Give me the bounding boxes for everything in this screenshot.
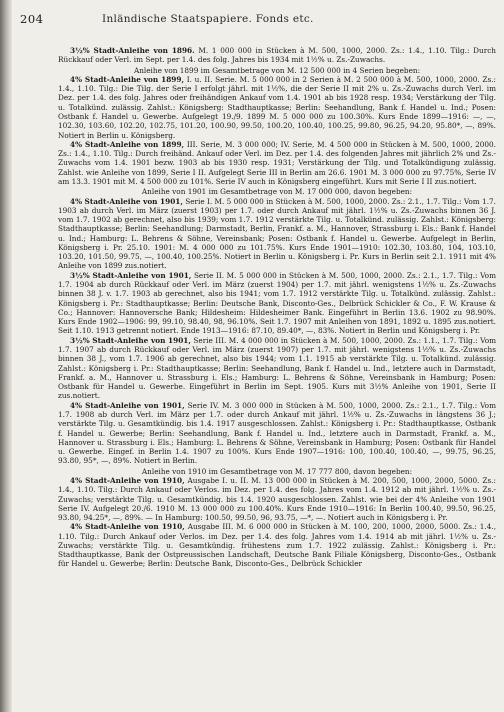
bond-entry-text: III. Serie, M. 3 000 000; IV. Serie, M. 4 500 000 in Stücken à M. 500, 1000, 2000. Zs.: 1.4., 1.10. Tilg.: Durch freihänd. Ankauf oder Verl. im Dez. per 1.4. des folgenden Jahres mit jährlich 2% und Zs.-Zuwachs vom 1.4. 1901 bezw. 1903 ab bis 1930 resp. 1931; Verstärkung der Tilg. und Totalkündigung zulässig. Zahlst. wie Anleihe von 1899, Serie I II. Aufgelegt Serie III in Berlin am 26.6. 1901 M. 3 000 000 zu 97.75%, Serie IV am 13.3. 1901 mit M. 4 500 000 zu 101%. Serie IV auch in Königsberg eingeführt. Kurs mit Serie I II zus.notiert. <box>58 139 496 186</box>
bond-entry <box>58 336 496 401</box>
bond-entry-text: Ausgabe III. M. 6 000 000 in Stücken à M. 100, 200, 1000, 2000, 5000. Zs.: 1.4., 1.10. Tilg.: Durch Ankauf oder Verlos. im Dez. per 1.4. des folg. Jahres vom 1.4. 1914 ab mit jährl. 1½% u. Zs.-Zuwachs; verstärkte Tilg. u. Gesamtkündig. frühestens zum 1.7. 1922 zulässig. Zahlst.: Königsberg i. Pr.: Stadthauptkasse, Bank der Ostpreussischen Landschaft, Deutsche Bank Filiale Königsberg, Disconto-Ges., Ostbank für Handel u. Gewerbe; Berlin: Deutsche Bank, Disconto-Ges., Delbrück Schickler <box>58 522 496 569</box>
bond-entry-title: 4% Stadt-Anleihe von 1899, <box>70 139 185 149</box>
bond-entry <box>58 140 496 186</box>
page-header <box>16 12 484 28</box>
issue-heading <box>58 187 496 196</box>
bond-entry-text: M. 1 000 000 in Stücken à M. 500, 1000, 2000. Zs.: 1.4., 1.10. Tilg.: Durch Rückkauf oder Verl. im Sept. per 1.4. des folg. Jahres bis 1934 mit 1½% u. Zs.-Zuwachs. <box>58 46 496 65</box>
bond-entry-text: I. u. II. Serie. M. 5 000 000 in 2 Serien à M. 2 500 000 à M. 500, 1000, 2000. Zs.: 1.4., 1.10. Tilg.: Die Tilg. der Serie I erfolgt jährl. mit 1½%, die der Serie II mit 2% u. Zs.-Zuwachs durch Verl. im Dez. per 1.4. des folg. Jahres oder freihändigen Ankauf vom 1.4. 1901 ab bis 1928 resp. 1934; Verstärkung der Tilg. u. Totalkünd. zulässig. Zahlst.: Königsberg: Stadthauptkasse; Berlin: Seehandlung, Bank f. Handel u. Ind.; Posen: Ostbank f. Handel u. Gewerbe. Aufgelegt 19./9. 1899 M. 5 000 000 zu 100.30%. Kurs Ende 1899—1916: —, —, 102.30, 103.60, 102.20, 102.75, 101.20, 100.90, 99.50, 100.20, 100.40, 100.25, 99.80, 96.25, 94.20, 95.80*, —, 89%. Notiert in Berlin u. Königsberg. <box>58 74 496 140</box>
bond-entry <box>58 476 496 522</box>
bond-entry-title: 4% Stadt-Anleihe von 1901, <box>70 400 185 410</box>
bond-entry <box>58 75 496 140</box>
bond-entry <box>58 401 496 466</box>
bond-entry <box>58 271 496 336</box>
document-body <box>58 46 496 706</box>
bond-entry-text: Ausgabe I. u. II. M. 13 000 000 in Stücken à M. 200, 500, 1000, 2000, 5000. Zs.: 1.4., 1.10. Tilg.: Durch Ankauf oder Verlos. im Dez. per 1.4. des folg. Jahres vom 1.4. 1912 ab mit jährl. 1½% u. Zs.-Zuwachs; verstärkte Tilg. u. Gesamtkündig. bis 1.4. 1920 ausgeschlossen. Zahlst. wie bei der 4% Anleihe von 1901 Serie IV. Aufgelegt 20./6. 1910 M. 13 000 000 zu 100.40%. Kurs Ende 1910—1916: In Berlin 100.40, 99.50, 96.25, 93.80, 94.25*, —, 89%. — In Hamburg: 100.50, 99.50, 96, 93.75, —*, —. Notiert auch in Königsberg i. Pr. <box>58 475 496 523</box>
bond-entry-text: Serie II. M. 5 000 000 in Stücken à M. 500, 1000, 2000. Zs.: 2.1., 1.7. Tilg.: Vom 1.7. 1904 ab durch Rückkauf oder Verl. im März (zuerst 1904) per 1.7. mit jährl. wenigstens 1½% u. Zs.-Zuwachs binnen 38 J. v. 1.7. 1903 ab gerechnet, also bis 1941; vom 1.7. 1912 verstärkte Tilg. u. Totalkünd. zulässig. Zahlst.: Königsberg i. Pr.: Stadthauptkasse; Berlin: Deutsche Bank, Disconto-Ges., Delbrück Schickler & Co., F. W. Krause & Co.; Hannover: Hannoversche Bank; Hildesheim: Hildesheimer Bank. Eingeführt in Berlin 13.6. 1902 zu 98.90%. Kurs Ende 1902—1906: 99, 99.10, 98.40, 98, 96.10%. Seit 1.7. 1907 mit Anleihen von 1891, 1892 u. 1895 zus.notiert. Seit 1.10. 1913 getrennt notiert. Ende 1913—1916: 87.10, 89.40*, —, 83%. Notiert in Berlin und Königsberg i. Pr. <box>58 270 496 336</box>
issue-heading <box>58 467 496 476</box>
bond-entry-title: 3½% Stadt-Anleihe von 1901, <box>70 335 191 345</box>
bond-entry <box>58 197 496 271</box>
issue-heading <box>58 66 496 75</box>
book-gutter-shadow <box>0 0 12 712</box>
bond-entry-title: 3½% Stadt-Anleihe von 1896. <box>70 46 195 55</box>
bond-entry-text: Serie I. M. 5 000 000 in Stücken à M. 500, 1000, 2000. Zs.: 2.1., 1.7. Tilg.: Vom 1.7. 1903 ab durch Verl. im März (zuerst 1903) per 1.7. oder durch Ankauf mit jährl. 1½% u. Zs.-Zuwachs binnen 36 J. vom 1.7. 1902 ab gerechnet, also bis 1939; vom 1.7. 1912 verstärkte Tilg. u. Totalkünd. zulässig. Zahlst.: Königsberg: Stadthauptkasse; Berlin: Seehandlung; Darmstadt, Berlin, Frankf. a. M., Hannover, Strassburg i. Els.: Bank f. Handel u. Ind.; Hamburg: L. Behrens & Söhne, Vereinsbank; Posen: Ostbank f. Handel u. Gewerbe. Aufgelegt in Berlin, Königsberg i. Pr. 25.10. 1901: M. 4 000 000 zu 101.75%. Kurs Ende 1901—1910: 102.30, 103.80, 104, 103.10, 103.20, 101.50, 99.75, —, 100.40, 100.25%. Notiert in Berlin u. Königsberg i. Pr. Kurs in Berlin seit 2.1. 1911 mit 4% Anleihe von 1899 zus.notiert. <box>58 196 496 271</box>
bond-entry-text: Serie IV. M. 3 000 000 in Stücken à M. 500, 1000, 2000. Zs.: 2.1., 1.7. Tilg.: Vom 1.7. 1908 ab durch Verl. im März per 1.7. oder durch Ankauf mit jährl. 1½% u. Zs.-Zuwachs in längstens 36 J.; verstärkte Tilg. u. Gesamtkündig. bis 1.4. 1917 ausgeschlossen. Zahlst.: Königsberg i. Pr.: Stadthauptkasse, Ostbank f. Handel u. Gewerbe; Berlin: Seehandlung, Bank f. Handel u. Ind., letztere auch in Darmstadt, Frankf. a. M., Hannover u. Strassburg i. Els.; Hamburg: L. Behrens & Söhne, Vereinsbank in Hamburg; Posen: Ostbank für Handel u. Gewerbe. Eingef. in Berlin 1.4. 1907 zu 100%. Kurs Ende 1907—1916: 100, 100.40, 100.40, —, 99.75, 96.25, 93.80, 95*, —, 89%. Notiert in Berlin. <box>58 400 496 466</box>
running-title: Inländische Staatspapiere. Fonds etc. <box>102 13 314 25</box>
bond-entry-text: Serie III. M. 4 000 000 in Stücken à M. 500, 1000, 2000. Zs.: 1.1., 1.7. Tilg.: Vom 1.7. 1907 ab durch Rückkauf oder Verl. im März (zuerst 1907) per 1.7. mit jährl. wenigstens 1½% u. Zs.-Zuwachs binnen 38 J., vom 1.7. 1906 ab gerechnet, also bis 1944; vom 1.1. 1915 ab verstärkte Tilg. u. Totalkünd. zulässig. Zahlst.: Königsberg i. Pr.: Stadthauptkasse; Berlin: Seehandlung, Bank f. Handel u. Ind., letztere auch in Darmstadt, Frankf. a. M., Hannover u. Strassburg i. Els.; Hamburg: L. Behrens & Söhne, Vereinsbank in Hamburg; Posen: Ostbank für Handel u. Gewerbe. Eingeführt in Berlin im Sept. 1905. Kurs mit 3½% Anleihe von 1901, Serie II zus.notiert. <box>58 335 496 401</box>
issue-text: Anleihe von 1901 im Gesamtbetrage von M. 17 000 000, davon begeben: <box>141 187 413 197</box>
bond-entry-title: 4% Stadt-Anleihe von 1910, <box>70 522 185 532</box>
bond-entry-title: 3½% Stadt-Anleihe von 1901, <box>70 270 192 280</box>
bond-entry <box>58 46 496 65</box>
bond-entry-title: 4% Stadt-Anleihe von 1899, <box>70 74 185 84</box>
page-number: 204 <box>20 12 44 26</box>
bond-entry-title: 4% Stadt-Anleihe von 1910, <box>70 475 185 485</box>
bond-entry <box>58 522 496 568</box>
issue-text: Anleihe von 1910 im Gesamtbetrage von M. 17 777 800, davon begeben: <box>141 466 413 476</box>
bond-entry-title: 4% Stadt-Anleihe von 1901, <box>70 196 183 206</box>
issue-text: Anleihe von 1899 im Gesamtbetrage von M. 12 500 000 in 4 Serien begeben: <box>133 65 421 75</box>
